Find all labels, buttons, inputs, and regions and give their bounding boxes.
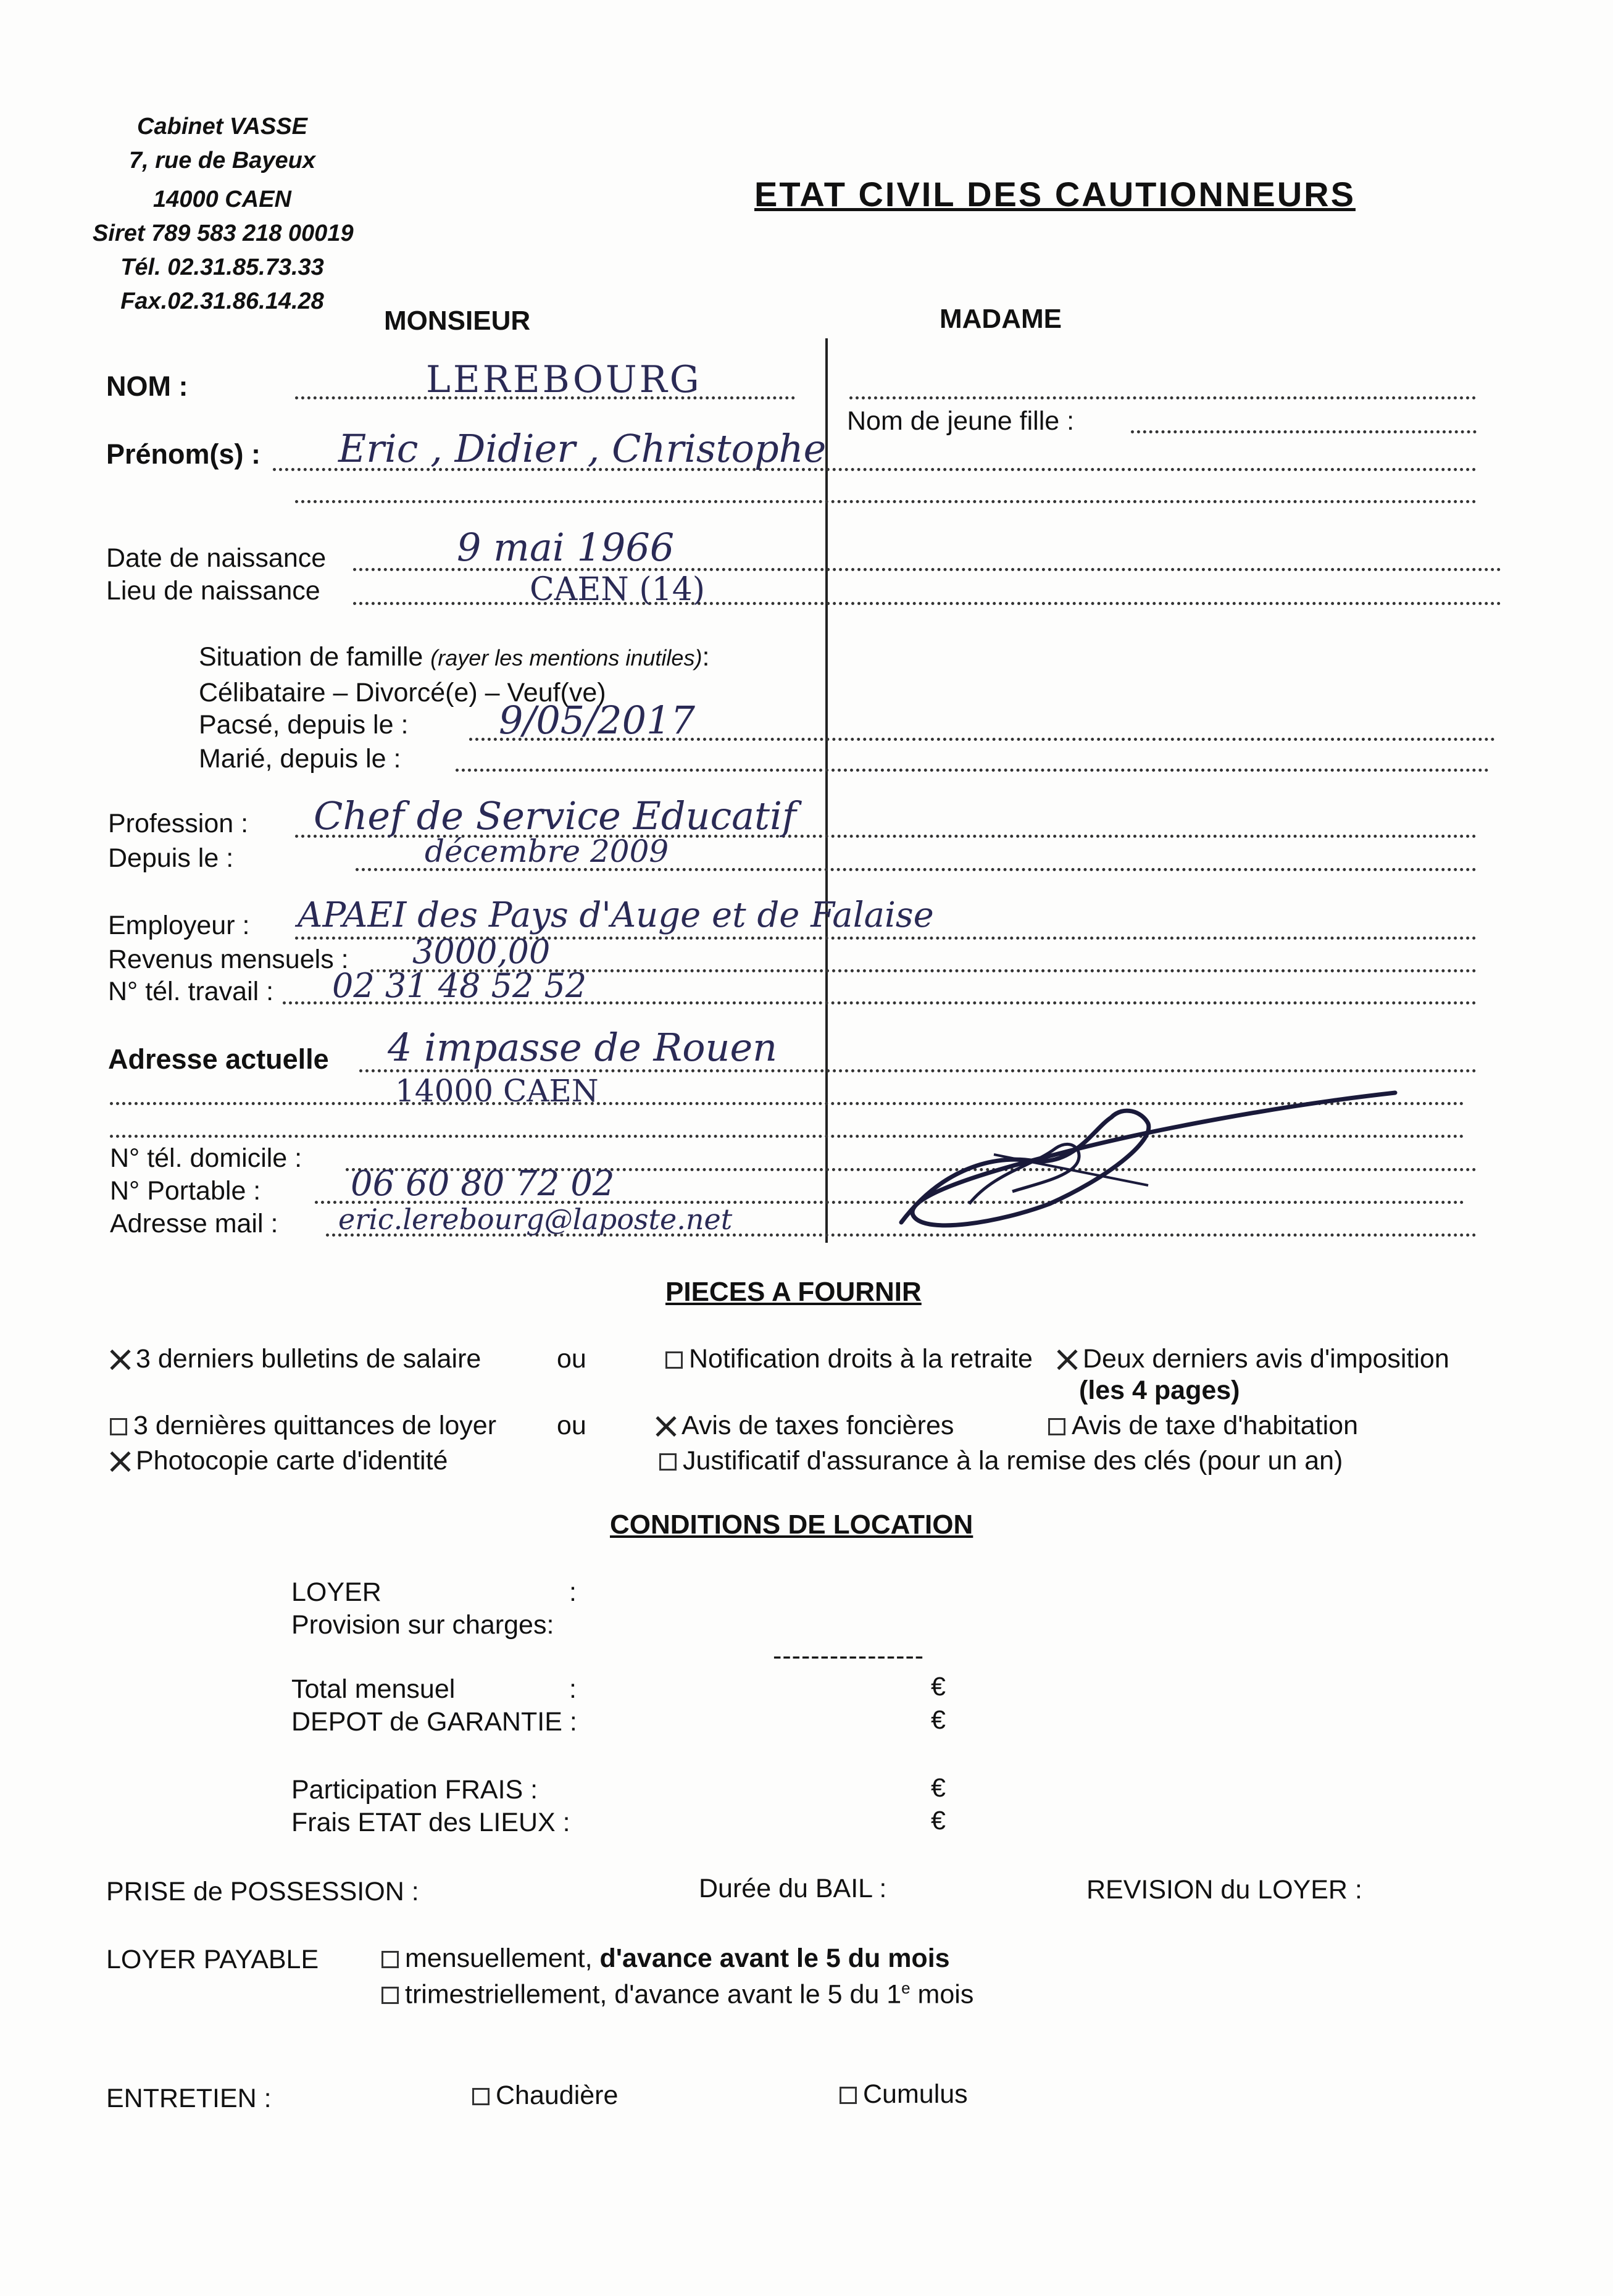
section-conditions-title: CONDITIONS DE LOCATION [610, 1509, 973, 1540]
option-trimestriel-end: mois [910, 1979, 974, 2010]
checked-box-icon[interactable] [110, 1349, 131, 1370]
piece-taxes-foncieres-label: Avis de taxes foncières [681, 1411, 954, 1440]
agency-siret: Siret 789 583 218 00019 [93, 220, 354, 246]
value-pacse: 9/05/2017 [499, 698, 695, 743]
column-head-madame: MADAME [940, 304, 1062, 334]
label-loyer: LOYER [291, 1577, 381, 1607]
checkbox-icon[interactable] [381, 1951, 399, 1968]
label-mail: Adresse mail : [110, 1209, 278, 1238]
label-portable: N° Portable : [110, 1176, 261, 1206]
value-nom: LEREBOURG [426, 358, 702, 401]
agency-street: 7, rue de Bayeux [128, 148, 316, 173]
option-cumulus-label: Cumulus [863, 2079, 968, 2109]
option-trimestriel [381, 1979, 973, 2010]
value-revenus: 3000,00 [412, 932, 551, 971]
value-adresse-1: 4 impasse de Rouen [388, 1025, 778, 1070]
piece-taxe-habitation [1048, 1411, 1358, 1441]
piece-bulletins [110, 1344, 481, 1374]
value-profession: Chef de Service Educatif [314, 793, 796, 838]
label-pacse: Pacsé, depuis le : [199, 710, 409, 740]
piece-taxes-foncieres [656, 1411, 954, 1441]
value-prenoms: Eric , Didier , Christophe [338, 426, 827, 471]
option-trimestriel-label: trimestriellement, d'avance avant le 5 du 1 [405, 1979, 902, 2010]
piece-ou-1: ou [557, 1344, 586, 1374]
option-mensuel-bold: d'avance avant le 5 du mois [599, 1943, 950, 1973]
marie-line [456, 769, 1489, 772]
signature-mark [889, 1080, 1444, 1241]
piece-identite-label: Photocopie carte d'identité [136, 1446, 448, 1476]
label-adresse: Adresse actuelle [108, 1043, 329, 1075]
piece-taxe-habitation-label: Avis de taxe d'habitation [1072, 1411, 1359, 1440]
piece-quatre-pages: (les 4 pages) [1079, 1376, 1240, 1405]
piece-assurance [659, 1446, 1343, 1476]
label-revenus: Revenus mensuels : [108, 945, 349, 974]
section-pieces-title: PIECES A FOURNIR [665, 1277, 922, 1307]
checkbox-icon[interactable] [1048, 1418, 1065, 1435]
agency-block [93, 110, 352, 319]
situation-options: Célibataire – Divorcé(e) – Veuf(ve) [199, 678, 606, 708]
option-trimestriel-sup: e [901, 1979, 911, 1997]
piece-retraite [665, 1344, 1033, 1374]
label-marie: Marié, depuis le : [199, 744, 401, 774]
checkbox-icon[interactable] [381, 1987, 399, 2004]
label-prenoms-text: Prénom(s) [106, 438, 244, 470]
label-lieu-naissance: Lieu de naissance [106, 576, 320, 606]
nom-jeune-fille-line [1131, 430, 1477, 433]
piece-assurance-label: Justificatif d'assurance à la remise des clés (pour un an) [683, 1446, 1343, 1476]
value-tel-travail: 02 31 48 52 52 [332, 966, 587, 1005]
agency-fax: Fax.02.31.86.14.28 [120, 288, 324, 314]
value-lieu-naissance: CAEN (14) [530, 571, 706, 608]
option-chaudiere-label: Chaudière [496, 2081, 619, 2110]
label-situation-colon: : [702, 642, 710, 672]
column-head-monsieur: MONSIEUR [384, 306, 531, 336]
value-portable: 06 60 80 72 02 [351, 1164, 615, 1204]
prenoms-line-2 [295, 500, 1477, 503]
checkbox-icon[interactable] [659, 1453, 677, 1471]
label-loyer-colon: : [569, 1577, 577, 1607]
label-prenoms [106, 438, 260, 470]
label-frais-etat: Frais ETAT des LIEUX : [291, 1808, 570, 1837]
label-entretien: ENTRETIEN : [106, 2084, 272, 2113]
value-date-naissance: 9 mai 1966 [457, 525, 675, 570]
option-chaudiere [472, 2081, 618, 2111]
value-employeur: APAEI des Pays d'Auge et de Falaise [298, 895, 934, 935]
checked-box-icon[interactable] [656, 1416, 677, 1437]
label-tel-travail: N° tél. travail : [108, 977, 274, 1006]
value-depuis: décembre 2009 [425, 833, 669, 869]
label-situation [199, 642, 709, 672]
label-employeur: Employeur : [108, 911, 250, 940]
piece-identite [110, 1446, 448, 1476]
value-adresse-2: 14000 CAEN [395, 1073, 599, 1109]
agency-city: 14000 CAEN [153, 186, 291, 212]
euro-participation: € [931, 1773, 946, 1803]
piece-quittances [110, 1411, 496, 1441]
label-date-naissance: Date de naissance [106, 543, 327, 573]
label-revision-loyer: REVISION du LOYER : [1086, 1875, 1362, 1905]
label-prise-possession: PRISE de POSSESSION : [106, 1877, 419, 1906]
label-nom-jeune-fille: Nom de jeune fille : [847, 406, 1075, 436]
checkbox-icon[interactable] [665, 1351, 683, 1369]
nom-madame-line [849, 396, 1476, 399]
checkbox-icon[interactable] [472, 2088, 490, 2105]
piece-bulletins-label: 3 derniers bulletins de salaire [136, 1344, 481, 1374]
euro-frais-etat: € [931, 1806, 946, 1835]
option-mensuel [381, 1943, 950, 1974]
lieu-naissance-line [353, 602, 1501, 605]
label-duree-bail: Durée du BAIL : [699, 1874, 887, 1903]
label-nom: NOM : [106, 370, 188, 402]
dashes-separator: ---------------- [773, 1641, 925, 1671]
checkbox-icon[interactable] [110, 1418, 127, 1435]
euro-total: € [931, 1672, 946, 1701]
label-profession: Profession : [108, 809, 249, 838]
label-participation: Participation FRAIS : [291, 1775, 538, 1805]
piece-avis-imposition-label: Deux derniers avis d'imposition [1083, 1344, 1449, 1374]
column-divider [825, 338, 828, 1243]
piece-avis-imposition [1057, 1344, 1449, 1374]
label-depuis: Depuis le : [108, 843, 234, 873]
page-title: ETAT CIVIL DES CAUTIONNEURS [754, 175, 1356, 214]
option-cumulus [840, 2079, 968, 2110]
label-tel-domicile: N° tél. domicile : [110, 1143, 302, 1173]
checked-box-icon[interactable] [110, 1451, 131, 1472]
label-total: Total mensuel [291, 1674, 456, 1704]
agency-tel: Tél. 02.31.85.73.33 [120, 254, 324, 280]
piece-quittances-label: 3 dernières quittances de loyer [133, 1411, 497, 1440]
label-depot: DEPOT de GARANTIE : [291, 1707, 577, 1737]
piece-retraite-label: Notification droits à la retraite [689, 1344, 1033, 1374]
label-situation-note: (rayer les mentions inutiles) [430, 645, 702, 670]
label-loyer-payable: LOYER PAYABLE [106, 1945, 319, 1974]
label-provision: Provision sur charges: [291, 1610, 554, 1640]
euro-depot: € [931, 1705, 946, 1735]
label-prenoms-colon: : [243, 438, 261, 470]
checkbox-icon[interactable] [840, 2087, 857, 2104]
value-mail: eric.lerebourg@laposte.net [338, 1203, 733, 1236]
label-total-colon: : [569, 1674, 577, 1704]
agency-name: Cabinet VASSE [137, 114, 307, 140]
checked-box-icon[interactable] [1057, 1349, 1078, 1370]
piece-ou-2: ou [557, 1411, 586, 1440]
option-mensuel-label: mensuellement, [405, 1943, 593, 1973]
label-situation-text: Situation de famille [199, 642, 423, 672]
